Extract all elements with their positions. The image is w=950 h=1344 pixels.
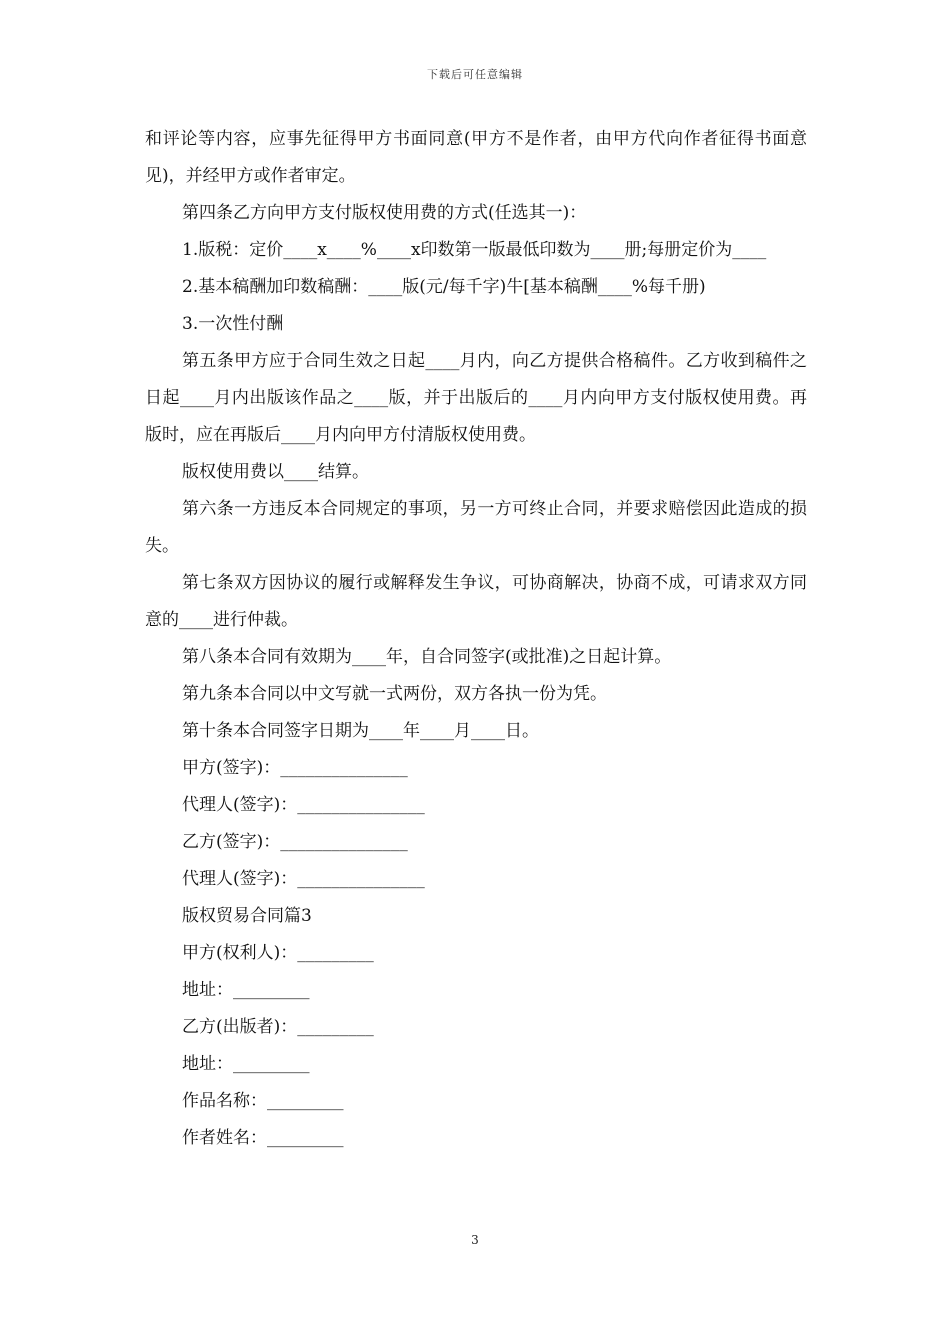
page-header: 下载后可任意编辑 [427,68,523,81]
page-number: 3 [471,1233,479,1247]
publisher-field: 乙方(出版者)：_________ [182,1017,374,1037]
article-5: 第五条甲方应于合同生效之日起____月内，向乙方提供合格稿件。乙方收到稿件之日起____月内出版该作品之____版，并于出版后的____月内向甲方支付版权使用费。再版时，应在再版后____月内向甲方付清版权使用费。 [145,351,807,445]
party-a-signature-line: 甲方(签字)：_______________ [182,758,408,778]
party-b-signature-line: 乙方(签字)：_______________ [182,832,408,852]
payment-option-royalty: 1.版税：定价____x____%____x印数第一版最低印数为____册;每册定价为____ [182,240,767,260]
article-10: 第十条本合同签字日期为____年____月____日。 [182,721,539,741]
work-title-field: 作品名称：_________ [182,1091,344,1111]
section-title: 版权贸易合同篇3 [182,906,312,926]
agent-b-signature-line: 代理人(签字)：_______________ [182,869,425,889]
article-4-heading: 第四条乙方向甲方支付版权使用费的方式(任选其一)： [182,203,587,223]
payment-option-base-fee: 2.基本稿酬加印数稿酬：____版(元/每千字)牛[基本稿酬____%每千册) [182,277,706,297]
paragraph-continuation: 和评论等内容，应事先征得甲方书面同意(甲方不是作者，由甲方代向作者征得书面意见)，并经甲方或作者审定。 [145,129,807,186]
agent-a-signature-line: 代理人(签字)：_______________ [182,795,425,815]
author-name-field: 作者姓名：_________ [182,1128,344,1148]
settlement-clause: 版权使用费以____结算。 [182,462,369,482]
article-9: 第九条本合同以中文写就一式两份，双方各执一份为凭。 [182,684,607,704]
document-body [145,121,807,1157]
payment-option-lump-sum: 3.一次性付酬 [182,314,284,334]
rights-holder-field: 甲方(权利人)：_________ [182,943,374,963]
article-7: 第七条双方因协议的履行或解释发生争议，可协商解决，协商不成，可请求双方同意的____进行仲裁。 [145,573,807,630]
rights-holder-address-field: 地址：_________ [182,980,310,1000]
publisher-address-field: 地址：_________ [182,1054,310,1074]
article-8: 第八条本合同有效期为____年，自合同签字(或批准)之日起计算。 [182,647,672,667]
article-6: 第六条一方违反本合同规定的事项，另一方可终止合同，并要求赔偿因此造成的损失。 [145,499,807,556]
